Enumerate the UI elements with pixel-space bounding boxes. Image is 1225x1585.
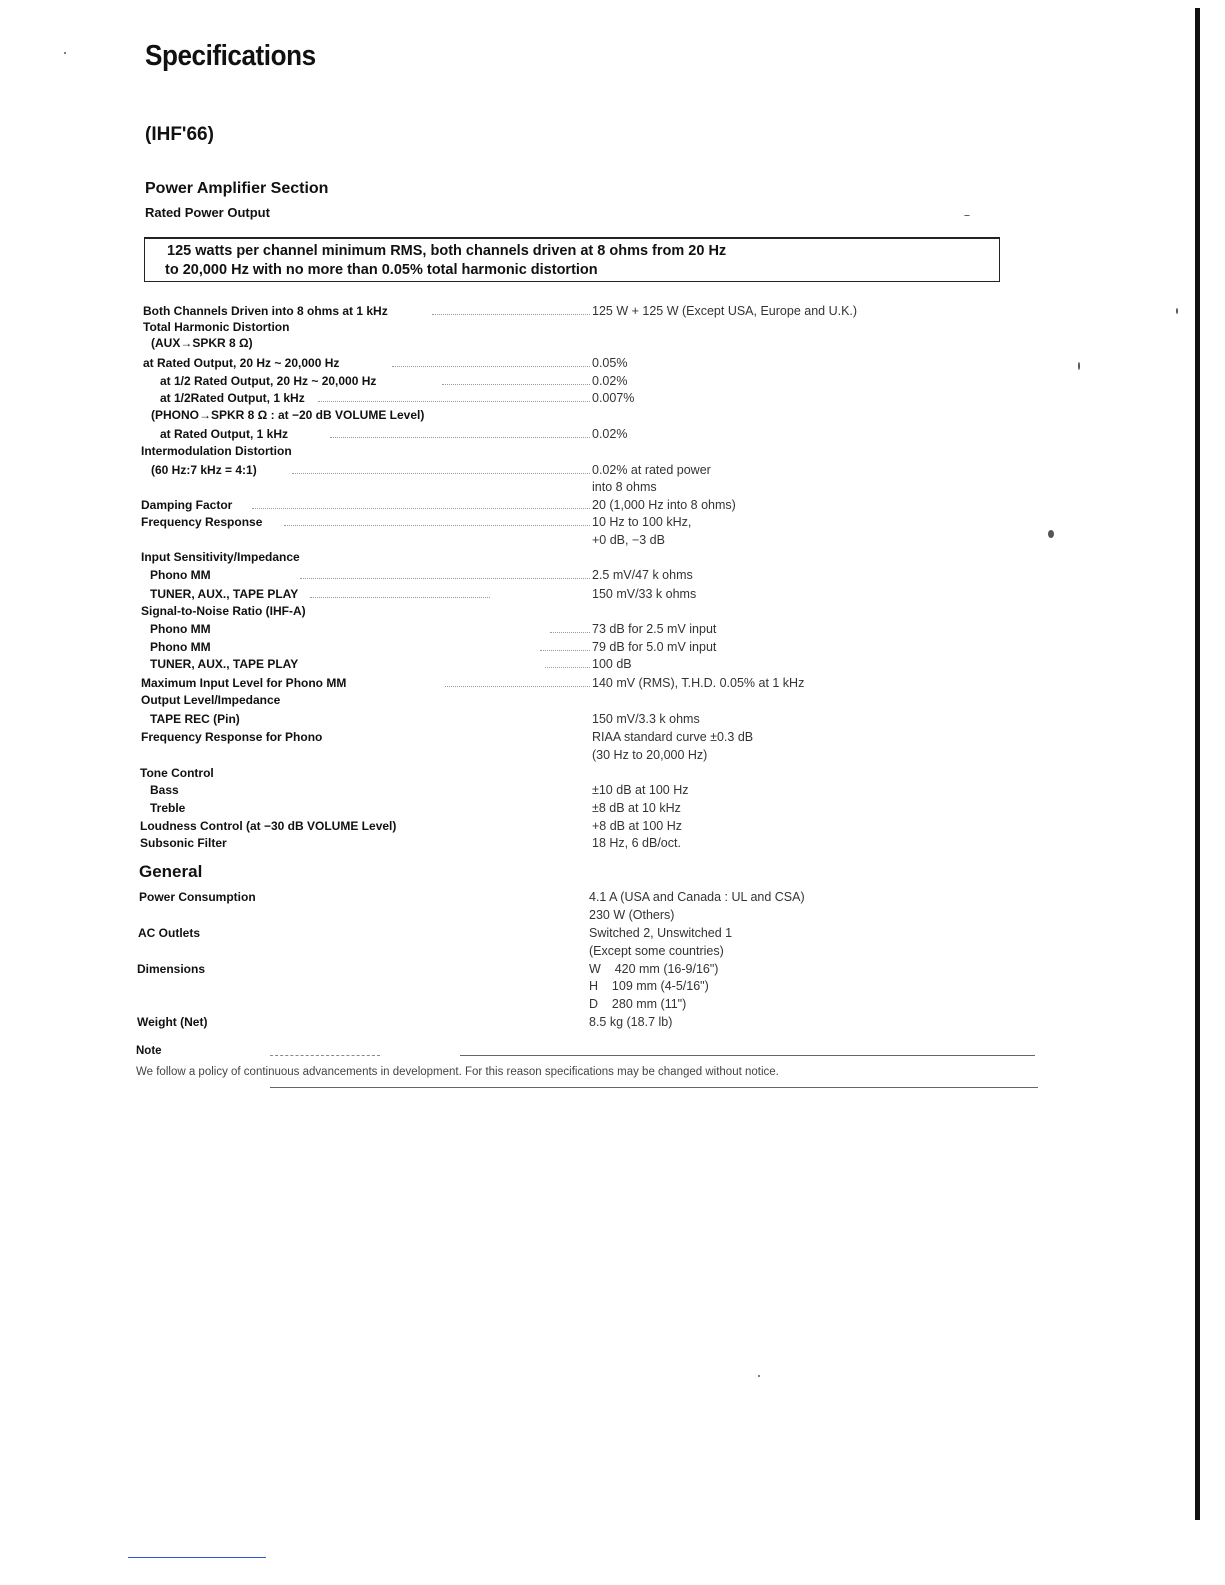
dotted-leader xyxy=(445,686,590,687)
spec-value: ±10 dB at 100 Hz xyxy=(592,783,689,797)
spec-value: 10 Hz to 100 kHz, xyxy=(592,515,692,529)
dotted-leader xyxy=(292,473,590,474)
spec-label: (PHONO→SPKR 8 Ω : at −20 dB VOLUME Level) xyxy=(151,408,425,422)
spec-label: AC Outlets xyxy=(138,926,201,940)
scan-speck xyxy=(964,215,970,216)
spec-label: Intermodulation Distortion xyxy=(141,444,292,458)
spec-label: TUNER, AUX., TAPE PLAY xyxy=(150,657,299,671)
dotted-leader xyxy=(330,437,590,438)
spec-label: Damping Factor xyxy=(141,498,233,512)
spec-label: Bass xyxy=(150,783,179,797)
spec-row xyxy=(0,566,1225,584)
spec-row xyxy=(0,691,1225,709)
spec-label: Frequency Response for Phono xyxy=(141,730,323,744)
spec-value: 79 dB for 5.0 mV input xyxy=(592,640,717,654)
spec-row xyxy=(0,531,1225,549)
spec-value: 2.5 mV/47 k ohms xyxy=(592,568,693,582)
spec-value: 150 mV/3.3 k ohms xyxy=(592,712,700,726)
power-amplifier-heading: Power Amplifier Section xyxy=(145,180,329,197)
spec-value: 140 mV (RMS), T.H.D. 0.05% at 1 kHz xyxy=(592,676,805,690)
dotted-leader xyxy=(252,508,590,509)
scan-speck xyxy=(758,1375,760,1377)
spec-row xyxy=(0,354,1225,372)
spec-value: ±8 dB at 10 kHz xyxy=(592,801,681,815)
spec-value: 100 dB xyxy=(592,657,632,671)
spec-row xyxy=(0,638,1225,656)
spec-row xyxy=(0,372,1225,390)
spec-label: Phono MM xyxy=(150,568,211,582)
spec-label: Output Level/Impedance xyxy=(141,693,281,707)
spec-value: +8 dB at 100 Hz xyxy=(592,819,682,833)
rated-power-output-heading: Rated Power Output xyxy=(145,205,270,220)
spec-value: 0.02% xyxy=(592,374,628,388)
spec-row xyxy=(0,674,1225,692)
spec-row xyxy=(0,461,1225,479)
spec-row xyxy=(0,906,1225,924)
spec-value: 20 (1,000 Hz into 8 ohms) xyxy=(592,498,736,512)
dotted-leader xyxy=(550,632,590,633)
bottom-edge-line xyxy=(128,1557,266,1558)
dotted-leader xyxy=(432,314,590,315)
spec-label: Power Consumption xyxy=(139,890,256,904)
rated-output-line-2: to 20,000 Hz with no more than 0.05% total harmonic distortion xyxy=(165,262,598,278)
spec-value: (Except some countries) xyxy=(589,944,724,958)
spec-label: Signal-to-Noise Ratio (IHF-A) xyxy=(141,604,306,618)
spec-value: 73 dB for 2.5 mV input xyxy=(592,622,717,636)
spec-row xyxy=(0,334,1225,352)
spec-label: at Rated Output, 1 kHz xyxy=(160,427,289,441)
spec-row xyxy=(0,406,1225,424)
dotted-leader xyxy=(310,597,490,598)
spec-value: W 420 mm (16-9/16") xyxy=(589,962,719,976)
spec-label: Tone Control xyxy=(140,766,214,780)
spec-label: (60 Hz:7 kHz = 4:1) xyxy=(151,463,257,477)
spec-value: 0.02% xyxy=(592,427,628,441)
spec-value: 230 W (Others) xyxy=(589,908,675,922)
page-title: Specifications xyxy=(145,40,316,72)
spec-value: 8.5 kg (18.7 lb) xyxy=(589,1015,673,1029)
spec-value: 0.02% at rated power xyxy=(592,463,711,477)
spec-row xyxy=(0,799,1225,817)
scan-speck xyxy=(1048,530,1054,538)
spec-value: into 8 ohms xyxy=(592,480,657,494)
spec-value: 150 mV/33 k ohms xyxy=(592,587,697,601)
spec-row xyxy=(0,496,1225,514)
spec-label: (AUX→SPKR 8 Ω) xyxy=(151,336,253,350)
spec-label: Phono MM xyxy=(150,640,211,654)
spec-row xyxy=(0,1013,1225,1031)
spec-row xyxy=(0,442,1225,460)
spec-label: TAPE REC (Pin) xyxy=(150,712,240,726)
spec-row xyxy=(0,764,1225,782)
spec-value: 18 Hz, 6 dB/oct. xyxy=(592,836,681,850)
spec-row xyxy=(0,389,1225,407)
spec-row xyxy=(0,960,1225,978)
scan-speck xyxy=(1078,362,1080,370)
spec-label: Phono MM xyxy=(150,622,211,636)
spec-row xyxy=(0,655,1225,673)
dotted-leader xyxy=(540,650,590,651)
spec-label: at 1/2Rated Output, 1 kHz xyxy=(160,391,305,405)
spec-label: Dimensions xyxy=(137,962,206,976)
scan-speck xyxy=(64,52,66,54)
spec-row xyxy=(0,585,1225,603)
spec-value: 0.05% xyxy=(592,356,628,370)
spec-row xyxy=(0,977,1225,995)
spec-value: 4.1 A (USA and Canada : UL and CSA) xyxy=(589,890,805,904)
spec-label: Weight (Net) xyxy=(137,1015,208,1029)
spec-row xyxy=(0,781,1225,799)
spec-label: Subsonic Filter xyxy=(140,836,227,850)
spec-value: D 280 mm (11") xyxy=(589,997,687,1011)
dotted-leader xyxy=(392,366,590,367)
note-text: We follow a policy of continuous advancements in development. For this reason specifications may be changed without notice. xyxy=(136,1066,779,1078)
spec-value: H 109 mm (4-5/16") xyxy=(589,979,709,993)
spec-label: at Rated Output, 20 Hz ~ 20,000 Hz xyxy=(143,356,340,370)
spec-value: Switched 2, Unswitched 1 xyxy=(589,926,733,940)
note-rule xyxy=(270,1087,1038,1088)
rated-output-line-1: 125 watts per channel minimum RMS, both channels driven at 8 ohms from 20 Hz xyxy=(167,243,727,259)
spec-value: 0.007% xyxy=(592,391,635,405)
spec-row xyxy=(0,478,1225,496)
spec-label: Maximum Input Level for Phono MM xyxy=(141,676,347,690)
spec-row xyxy=(0,548,1225,566)
scan-speck xyxy=(1176,308,1178,314)
dotted-leader xyxy=(300,578,590,579)
spec-label: at 1/2 Rated Output, 20 Hz ~ 20,000 Hz xyxy=(160,374,377,388)
spec-label: Frequency Response xyxy=(141,515,263,529)
note-rule xyxy=(460,1055,1035,1056)
dotted-leader xyxy=(318,401,590,402)
standard-label: (IHF'66) xyxy=(145,124,214,145)
spec-value: RIAA standard curve ±0.3 dB xyxy=(592,730,754,744)
spec-row xyxy=(0,710,1225,728)
spec-row xyxy=(0,888,1225,906)
spec-row xyxy=(0,924,1225,942)
note-rule xyxy=(270,1055,380,1056)
spec-label: TUNER, AUX., TAPE PLAY xyxy=(150,587,299,601)
spec-row xyxy=(0,425,1225,443)
dotted-leader xyxy=(545,667,590,668)
note-label: Note xyxy=(136,1045,162,1057)
general-heading: General xyxy=(139,862,203,881)
spec-row xyxy=(0,513,1225,531)
spec-row xyxy=(0,834,1225,852)
spec-row xyxy=(0,728,1225,746)
spec-label: Both Channels Driven into 8 ohms at 1 kHz xyxy=(143,304,388,318)
spec-row xyxy=(0,602,1225,620)
spec-label: Total Harmonic Distortion xyxy=(143,320,290,334)
rated-power-output-box xyxy=(144,237,1000,282)
spec-label: Treble xyxy=(150,801,186,815)
spec-value: +0 dB, −3 dB xyxy=(592,533,665,547)
spec-row xyxy=(0,746,1225,764)
dotted-leader xyxy=(442,384,590,385)
spec-label: Loudness Control (at −30 dB VOLUME Level) xyxy=(140,819,397,833)
spec-label: Input Sensitivity/Impedance xyxy=(141,550,300,564)
spec-row xyxy=(0,620,1225,638)
spec-row xyxy=(0,995,1225,1013)
spec-row xyxy=(0,942,1225,960)
dotted-leader xyxy=(284,525,590,526)
spec-row xyxy=(0,817,1225,835)
spec-value: (30 Hz to 20,000 Hz) xyxy=(592,748,708,762)
spec-value: 125 W + 125 W (Except USA, Europe and U.K.) xyxy=(592,304,858,318)
